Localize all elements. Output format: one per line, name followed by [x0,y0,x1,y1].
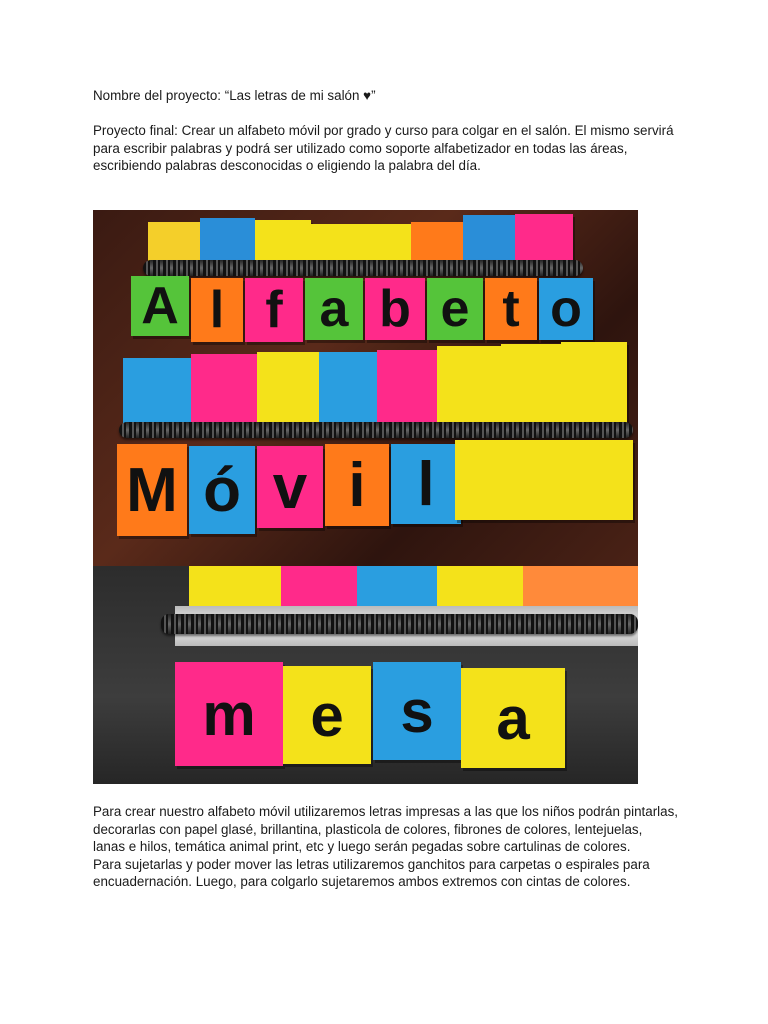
letter-card: a [305,278,363,340]
letter-card: M [117,444,187,536]
back-card [319,352,377,424]
letter-card: e [283,666,371,764]
letter-card: e [427,278,483,340]
letter-card: t [485,278,537,340]
project-title: Nombre del proyecto: “Las letras de mi salón ♥” [93,88,376,103]
hanging-paragraph: Para sujetarlas y poder mover las letras utilizaremos ganchitos para carpetas o espirales para encuadernación. Luego, para colgarlo sujetaremos ambos extremos con cintas de colores. [93,856,650,890]
closing-text [93,803,678,891]
letter-card: s [373,662,461,760]
materials-paragraph: Para crear nuestro alfabeto móvil utilizaremos letras impresas a las que los niños podrán pintarlas, decorarlas con papel glasé, brillantina, plasticola de colores, fibrones de colores, lentejuelas, lanas e hilos, temática animal print, etc y luego serán pegadas sobre cartulinas de colores. [93,804,679,855]
letter-card: f [245,278,303,342]
spiral-binding [161,614,638,634]
spiral-binding [119,422,633,438]
letter-card: A [131,276,189,336]
back-card [257,352,319,424]
back-card [561,342,627,424]
back-card [377,350,437,424]
letter-card: v [257,446,323,528]
mesa-photo [93,566,638,784]
letter-card: m [175,662,283,766]
letter-card: a [461,668,565,768]
letter-card: i [325,444,389,526]
spiral-binding [143,260,583,276]
letter-card: l [391,444,461,524]
letter-card: ó [189,446,255,534]
back-card [191,354,257,424]
back-card [437,346,501,424]
intro-paragraph: Proyecto final: Crear un alfabeto móvil por grado y curso para colgar en el salón. El mismo servirá para escribir palabras y podrá ser utilizado como soporte alfabetizador en todas las áreas, escribiendo palabras desconocidas o eligiendo la palabra del día. [93,123,674,174]
letter-card: b [365,278,425,340]
letter-card: o [539,278,593,340]
blank-card [455,440,633,520]
back-card [501,344,561,424]
alfabeto-movil-photo [93,210,638,566]
letter-card: l [191,278,243,342]
back-card [123,358,191,424]
